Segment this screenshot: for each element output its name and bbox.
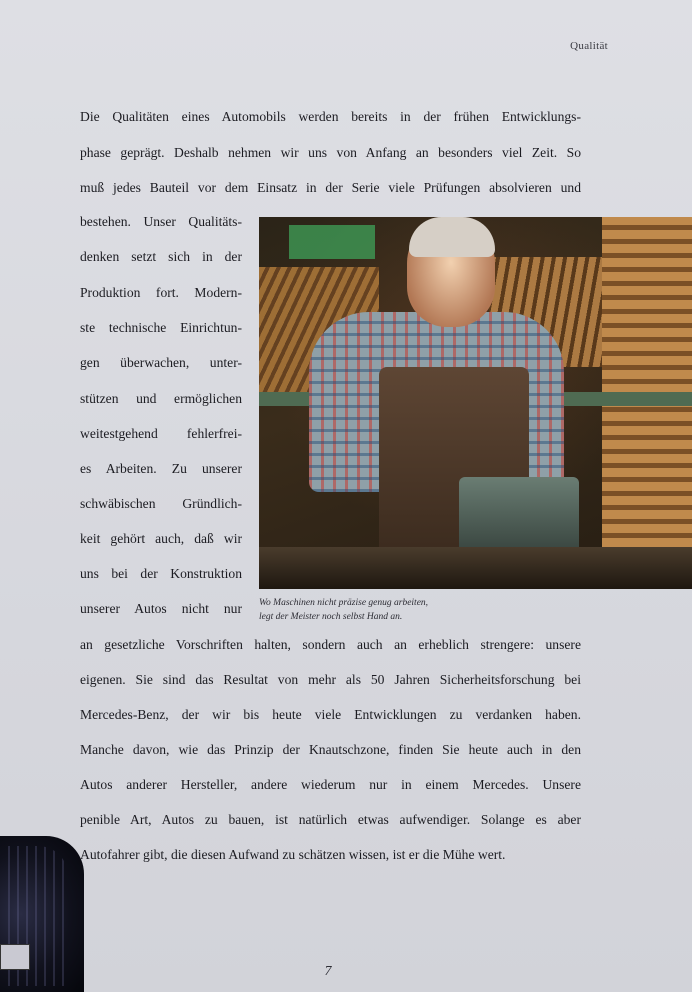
- body-line: bestehen. Unser Qualitäts-: [80, 214, 242, 229]
- photo-caption-line: legt der Meister noch selbst Hand an.: [259, 612, 403, 622]
- craftsman-photo: [259, 217, 692, 589]
- body-line: Mercedes-Benz, der wir bis heute viele Entwicklungen zu verdanken haben.: [80, 707, 581, 722]
- body-line: unserer Autos nicht nur: [80, 601, 242, 616]
- section-header: Qualität: [570, 40, 608, 52]
- body-line: es Arbeiten. Zu unserer: [80, 461, 242, 476]
- body-line: phase geprägt. Deshalb nehmen wir uns von Anfang an besonders viel Zeit. So: [80, 145, 581, 160]
- body-line: eigenen. Sie sind das Resultat von mehr als 50 Jahren Sicherheitsforschung bei: [80, 672, 581, 687]
- body-line: gen überwachen, unter-: [80, 355, 242, 370]
- body-line: Produktion fort. Modern-: [80, 285, 242, 300]
- tire-image: [0, 836, 84, 992]
- body-line: uns bei der Konstruktion: [80, 566, 242, 581]
- body-line: Autos anderer Hersteller, andere wiederum nur in einem Mercedes. Unsere: [80, 777, 581, 792]
- body-line: weitestgehend fehlerfrei-: [80, 426, 242, 441]
- body-line: ste technische Einrichtun-: [80, 320, 242, 335]
- body-line: Die Qualitäten eines Automobils werden bereits in der frühen Entwicklungs-: [80, 109, 581, 124]
- body-line: Manche davon, wie das Prinzip der Knautschzone, finden Sie heute auch in den: [80, 742, 581, 757]
- body-line: an gesetzliche Vorschriften halten, sondern auch an erheblich strengere: unsere: [80, 637, 581, 652]
- body-line: penible Art, Autos zu bauen, ist natürlich etwas aufwendiger. Solange es aber: [80, 812, 581, 827]
- page-number: 7: [324, 964, 332, 979]
- photo-caption-line: Wo Maschinen nicht präzise genug arbeiten,: [259, 598, 429, 608]
- body-line: muß jedes Bauteil vor dem Einsatz in der Serie viele Prüfungen absolvieren und: [80, 180, 581, 195]
- body-line: keit gehört auch, daß wir: [80, 531, 242, 546]
- body-line: Autofahrer gibt, die diesen Aufwand zu schätzen wissen, ist er die Mühe wert.: [80, 847, 506, 862]
- body-line: denken setzt sich in der: [80, 249, 242, 264]
- photo-caption: [259, 596, 479, 624]
- body-line: stützen und ermöglichen: [80, 391, 242, 406]
- body-line: schwäbischen Gründlich-: [80, 496, 242, 511]
